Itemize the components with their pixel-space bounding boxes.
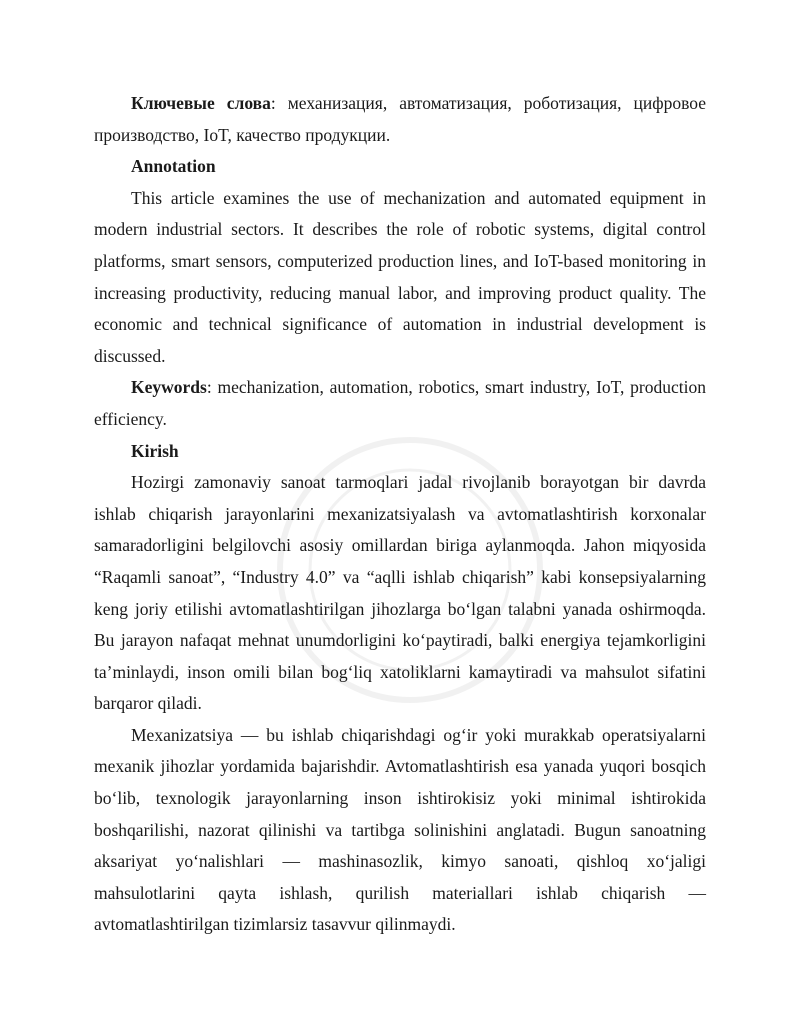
keywords-en-paragraph	[94, 372, 706, 435]
keywords-ru-text: : механизация, автоматизация, роботизация, цифровое производство, IoT, качество продукции.	[94, 93, 706, 145]
keywords-ru-paragraph	[94, 88, 706, 151]
intro-heading: Kirish	[131, 440, 179, 461]
intro-paragraph-1: Hozirgi zamonaviy sanoat tarmoqlari jadal rivojlanib borayotgan bir davrda ishlab chiqarish jarayonlarini mexanizatsiyalash va avtomatlashtirish korxonalar samaradorligini belgilovchi asosiy omillardan biriga aylanmoqda. Jahon miqyosida “Raqamli sanoat”, “Industry 4.0” va “aqlli ishlab chiqarish” kabi konsepsiyalarning keng joriy etilishi avtomatlashtirilgan jihozlarga bo‘lgan talabni yanada oshirmoqda. Bu jarayon nafaqat mehnat unumdorligini ko‘paytiradi, balki energiya tejamkorligini ta’minlaydi, inson omili bilan bog‘liq xatoliklarni kamaytiradi va mahsulot sifatini barqaror qiladi.	[94, 472, 706, 714]
keywords-en-label: Keywords	[131, 377, 207, 398]
article-body	[94, 88, 706, 941]
annotation-heading: Annotation	[131, 156, 216, 177]
annotation-paragraph: This article examines the use of mechanization and automated equipment in modern industrial sectors. It describes the role of robotic systems, digital control platforms, smart sensors, computerized production lines, and IoT-based monitoring in increasing productivity, reducing manual labor, and improving product quality. The economic and technical significance of automation in industrial development is discussed.	[94, 187, 706, 366]
keywords-ru-label: Ключевые слова	[131, 93, 271, 113]
keywords-en-text: : mechanization, automation, robotics, smart industry, IoT, production efficiency.	[94, 377, 706, 429]
intro-paragraph-2: Mexanizatsiya — bu ishlab chiqarishdagi og‘ir yoki murakkab operatsiyalarni mexanik jihozlar yordamida bajarishdir. Avtomatlashtirish esa yanada yuqori bosqich bo‘lib, texnologik jarayonlarning inson ishtirokisiz yoki minimal ishtirokida boshqarilishi, nazorat qilinishi va tartibga solinishini anglatadi. Bugun sanoatning aksariyat yo‘nalishlari — mashinasozlik, kimyo sanoati, qishloq xo‘jaligi mahsulotlarini qayta ishlash, qurilish materiallari ishlab chiqarish — avtomatlashtirilgan tizimlarsiz tasavvur qilinmaydi.	[94, 724, 706, 935]
